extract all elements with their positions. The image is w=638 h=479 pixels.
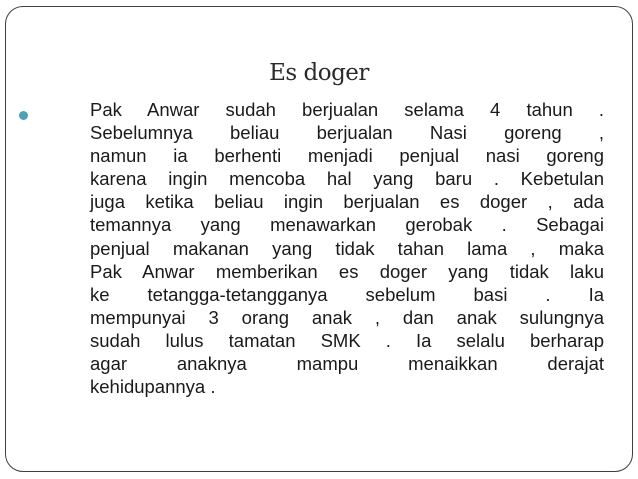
bullet-icon [19,111,28,120]
paragraph-line: sudah lulus tamatan SMK . Ia selalu berharap [90,329,604,351]
paragraph-line: kehidupannya . [90,376,216,398]
paragraph-line: juga ketika beliau ingin berjualan es doger , ada [90,191,604,213]
paragraph-line: temannya yang menawarkan gerobak . Sebagai [90,214,604,236]
slide-title: Es doger [269,60,369,86]
bullet-paragraph [90,98,604,398]
paragraph-line: Pak Anwar memberikan es doger yang tidak laku [90,260,604,282]
paragraph-line: ke tetangga-tetangganya sebelum basi . Ia [90,283,604,305]
paragraph-line: Sebelumnya beliau berjualan Nasi goreng , [90,122,604,144]
paragraph-line: Pak Anwar sudah berjualan selama 4 tahun . [90,99,604,120]
paragraph-line: karena ingin mencoba hal yang baru . Kebetulan [90,168,604,190]
paragraph-line: agar anaknya mampu menaikkan derajat [90,353,604,375]
paragraph-line: penjual makanan yang tidak tahan lama , maka [90,237,604,259]
paragraph-line: namun ia berhenti menjadi penjual nasi goreng [90,145,604,167]
paragraph-line: mempunyai 3 orang anak , dan anak sulungnya [90,306,604,328]
